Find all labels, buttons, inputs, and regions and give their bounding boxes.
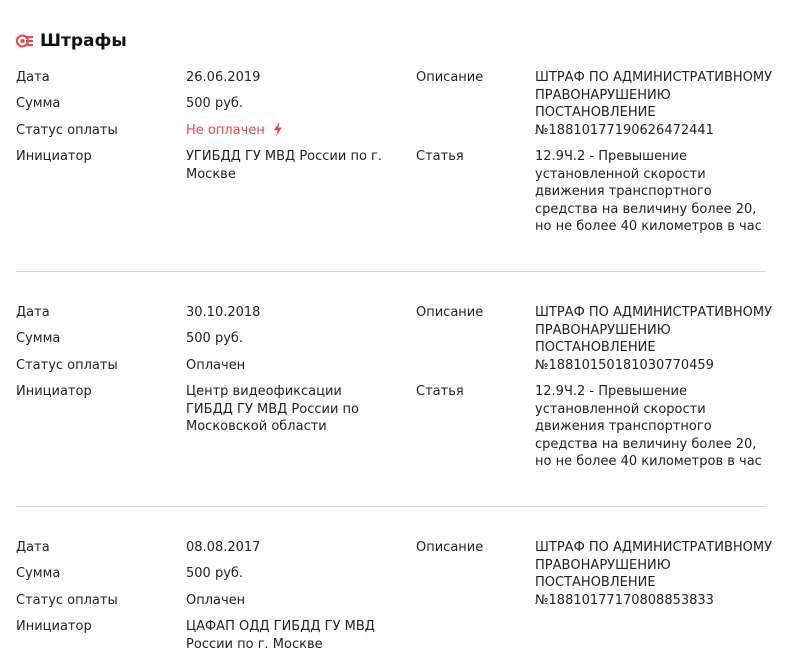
article-label: Статья — [416, 384, 464, 399]
article-label: Статья — [416, 149, 464, 164]
description-value: ШТРАФ ПО АДМИНИСТРАТИВНОМУ ПРАВОНАРУШЕНИЮ ПОСТАНОВЛЕНИЕ №18810177170808853833 — [535, 540, 773, 608]
amount-label: Сумма — [16, 331, 61, 346]
amount-value: 500 руб. — [186, 331, 244, 346]
initiator-label: Инициатор — [16, 384, 92, 399]
amount-label: Сумма — [16, 566, 61, 581]
date-label: Дата — [16, 70, 50, 85]
status-value: Оплачен — [186, 358, 246, 373]
fine-icon — [16, 33, 34, 49]
date-label: Дата — [16, 305, 50, 320]
description-label: Описание — [416, 305, 484, 320]
lightning-icon — [273, 122, 283, 136]
date-value: 30.10.2018 — [186, 305, 261, 320]
initiator-value: ЦАФАП ОДД ГИБДД ГУ МВД России по г. Москве — [186, 619, 375, 652]
amount-label: Сумма — [16, 96, 61, 111]
amount-value: 500 руб. — [186, 566, 244, 581]
description-label: Описание — [416, 540, 484, 555]
status-label: Статус оплаты — [16, 123, 118, 138]
amount-value: 500 руб. — [186, 96, 244, 111]
article-value: 12.9Ч.2 - Превышение установленной скорости движения транспортного средства на величину более 20, но не более 40 километров в час — [535, 149, 762, 235]
page-header — [16, 29, 127, 53]
initiator-label: Инициатор — [16, 149, 92, 164]
date-value: 26.06.2019 — [186, 70, 261, 85]
status-text: Не оплачен — [186, 123, 265, 138]
divider — [16, 506, 765, 507]
date-label: Дата — [16, 540, 50, 555]
article-value: 12.9Ч.2 - Превышение установленной скорости движения транспортного средства на величину более 20, но не более 40 километров в час — [535, 384, 762, 470]
initiator-label: Инициатор — [16, 619, 92, 634]
initiator-value: УГИБДД ГУ МВД России по г. Москве — [186, 149, 383, 182]
description-value: ШТРАФ ПО АДМИНИСТРАТИВНОМУ ПРАВОНАРУШЕНИЮ ПОСТАНОВЛЕНИЕ №18810150181030770459 — [535, 305, 773, 373]
status-value: Оплачен — [186, 593, 246, 608]
page-title: Штрафы — [40, 31, 127, 51]
date-value: 08.08.2017 — [186, 540, 261, 555]
initiator-value: Центр видеофиксации ГИБДД ГУ МВД России по Московской области — [186, 384, 359, 435]
status-label: Статус оплаты — [16, 358, 118, 373]
description-value: ШТРАФ ПО АДМИНИСТРАТИВНОМУ ПРАВОНАРУШЕНИЮ ПОСТАНОВЛЕНИЕ №18810177190626472441 — [535, 70, 773, 138]
description-label: Описание — [416, 70, 484, 85]
status-label: Статус оплаты — [16, 593, 118, 608]
status-value-unpaid — [186, 122, 283, 140]
divider — [16, 271, 765, 272]
